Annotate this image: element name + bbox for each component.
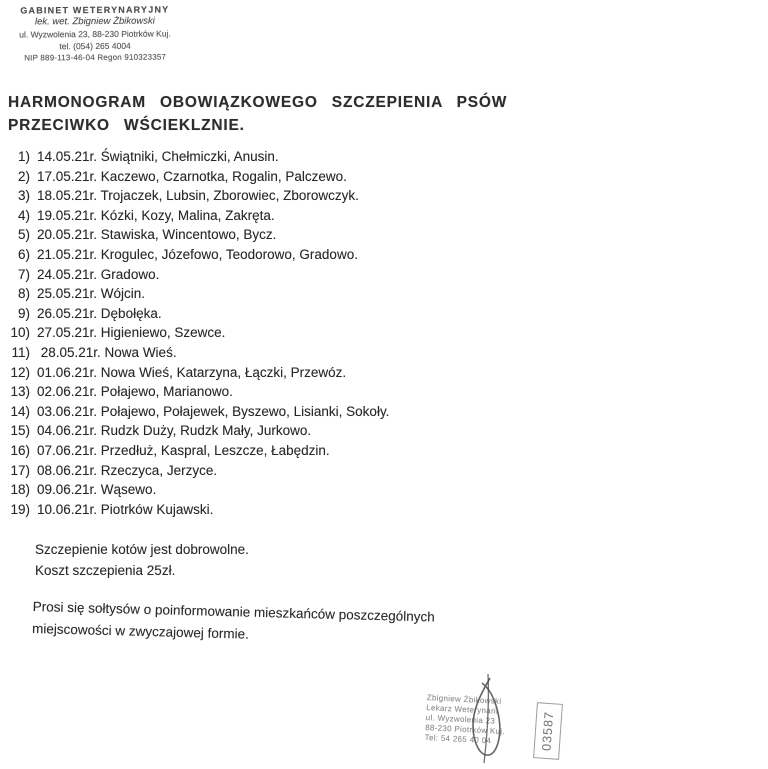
- schedule-item: [0, 147, 620, 167]
- item-text: 02.06.21r. Połajewo, Marianowo.: [37, 384, 233, 400]
- item-text: 20.05.21r. Stawiska, Wincentowo, Bycz.: [37, 227, 277, 243]
- schedule-item: [0, 167, 620, 187]
- item-number: 19): [10, 501, 30, 517]
- stamp-vet-name: Zbigniew Żbikowski: [426, 693, 502, 706]
- stamp-phone: Tel: 54 265 40 04: [424, 732, 492, 746]
- schedule-item: [0, 343, 620, 363]
- item-text: 27.05.21r. Higieniewo, Szewce.: [37, 325, 226, 341]
- item-text: 21.05.21r. Krogulec, Józefowo, Teodorowo, Gradowo.: [37, 246, 358, 262]
- item-text: 07.06.21r. Przedłuż, Kaspral, Leszcze, Łabędzin.: [37, 442, 330, 458]
- schedule-item: [0, 245, 620, 265]
- item-number: 3): [17, 188, 30, 204]
- signature: [452, 674, 522, 764]
- item-number: 7): [17, 266, 30, 282]
- item-number: 13): [10, 384, 30, 400]
- schedule-item: [0, 265, 620, 285]
- clinic-phone: tel. (054) 265 4004: [59, 40, 131, 52]
- item-text: 18.05.21r. Trojaczek, Lubsin, Zborowiec, Zborowczyk.: [37, 188, 359, 204]
- schedule-item: [0, 186, 620, 206]
- item-number: 4): [17, 207, 30, 223]
- item-number: 6): [17, 246, 30, 262]
- schedule-item: [0, 363, 620, 383]
- item-text: 25.05.21r. Wójcin.: [37, 286, 146, 302]
- item-number: 15): [10, 423, 30, 439]
- item-number: 9): [17, 305, 30, 321]
- schedule-item: [0, 480, 620, 500]
- note-cats-voluntary: Szczepienie kotów jest dobrowolne.: [35, 542, 249, 557]
- schedule-item: [0, 441, 620, 461]
- item-text: 04.06.21r. Rudzk Duży, Rudzk Mały, Jurkowo.: [37, 423, 312, 439]
- clinic-header-stamp: [6, 3, 184, 64]
- item-text: 28.05.21r. Nowa Wieś.: [37, 344, 177, 360]
- item-text: 01.06.21r. Nowa Wieś, Katarzyna, Łączki, Przewóz.: [37, 364, 347, 380]
- item-number: 5): [17, 227, 30, 243]
- item-number: 10): [10, 325, 30, 341]
- schedule-item: [0, 206, 620, 226]
- item-text: 26.05.21r. Dębołęka.: [37, 305, 162, 321]
- schedule-item: [0, 421, 620, 441]
- item-text: 09.06.21r. Wąsewo.: [37, 482, 157, 498]
- registry-number: 03587: [539, 710, 557, 752]
- note-cost: Koszt szczepienia 25zł.: [35, 562, 176, 578]
- item-number: 17): [10, 462, 30, 478]
- notes-block: [35, 540, 249, 581]
- document-title: [8, 91, 568, 137]
- item-number: 18): [10, 482, 30, 498]
- schedule-item: [0, 461, 620, 481]
- clinic-nip-regon: NIP 889-113-46-04 Regon 910323357: [24, 52, 167, 63]
- clinic-vet-name: lek. wet. Zbigniew Żbikowski: [34, 15, 155, 28]
- schedule-item: [0, 304, 620, 324]
- item-text: 19.05.21r. Kózki, Kozy, Malina, Zakręta.: [37, 207, 275, 223]
- stamp-street: ul. Wyzwolenia 23: [425, 712, 496, 726]
- item-text: 14.05.21r. Świątniki, Chełmiczki, Anusin.: [37, 149, 279, 164]
- schedule-item: [0, 500, 620, 520]
- item-text: 08.06.21r. Rzeczyca, Jerzyce.: [37, 462, 218, 478]
- registry-number-box: [533, 702, 563, 760]
- stamp-city: 88-230 Piotrków Kuj.: [424, 722, 506, 737]
- item-text: 03.06.21r. Połajewo, Połajewek, Byszewo, Lisianki, Sokoły.: [37, 403, 390, 419]
- schedule-item: [0, 225, 620, 245]
- schedule-item: [0, 284, 620, 304]
- clinic-address: ul. Wyzwolenia 23, 88-230 Piotrków Kuj.: [19, 28, 171, 40]
- item-number: 16): [10, 442, 30, 458]
- item-number: 12): [10, 364, 30, 380]
- title-line-2: PRZECIWKO WŚCIEKLZNIE.: [8, 117, 245, 134]
- item-text: 10.06.21r. Piotrków Kujawski.: [37, 501, 214, 517]
- item-number: 2): [17, 168, 30, 184]
- schedule-item: [0, 382, 620, 402]
- item-text: 24.05.21r. Gradowo.: [37, 266, 160, 282]
- schedule-item: [0, 323, 620, 343]
- note-request-paragraph: Prosi się sołtysów o poinformowanie mieszkańców poszczególnych miejscowości w zwyczajowej formie.: [31, 598, 435, 642]
- item-number: 11): [11, 344, 30, 360]
- title-line-1: HARMONOGRAM OBOWIĄZKOWEGO SZCZEPIENIA PSÓW: [8, 94, 508, 111]
- item-number: 1): [17, 149, 30, 164]
- item-text: 17.05.21r. Kaczewo, Czarnotka, Rogalin, Palczewo.: [37, 168, 347, 184]
- item-number: 8): [17, 286, 30, 302]
- item-number: 14): [10, 403, 30, 419]
- stamp-vet-title: Lekarz Weterynarii: [426, 702, 499, 716]
- schedule-item: [0, 402, 620, 422]
- schedule-list: [0, 147, 620, 519]
- clinic-name: GABINET WETERYNARYJNY: [20, 4, 170, 16]
